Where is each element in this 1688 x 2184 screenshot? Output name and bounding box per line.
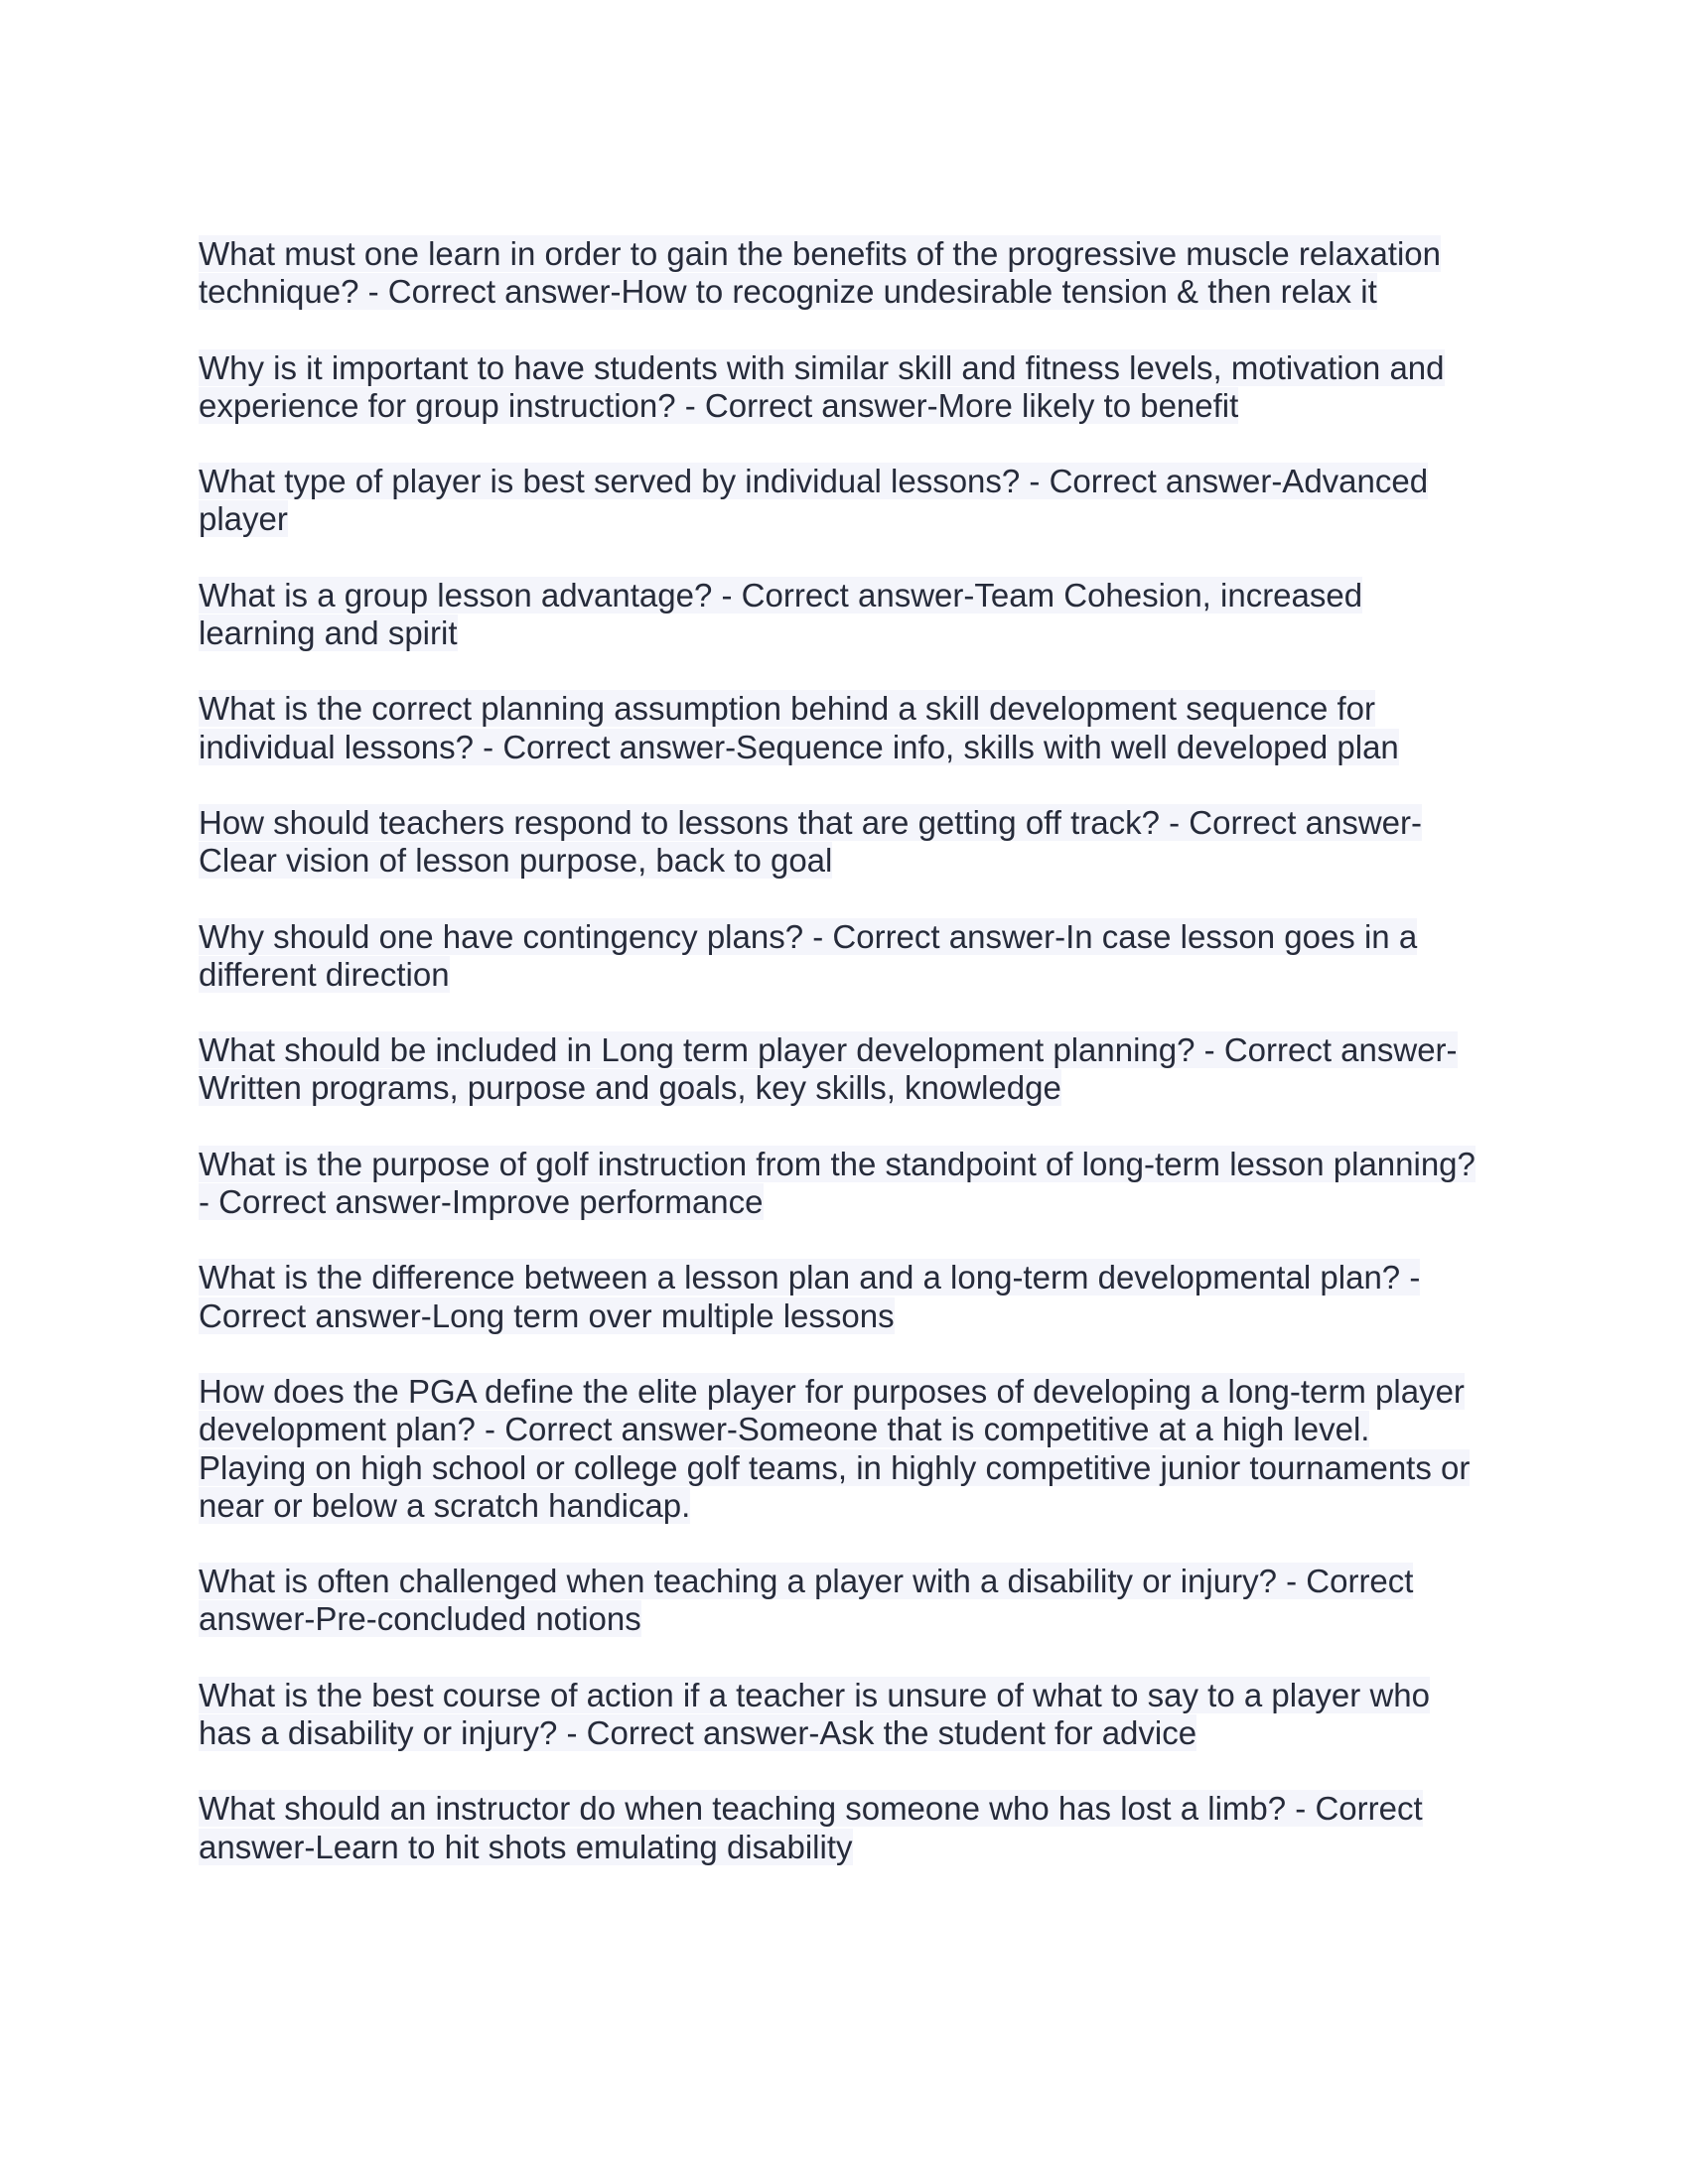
- qa-text-line: Playing on high school or college golf teams, in highly competitive junior tournaments or: [199, 1448, 1471, 1486]
- qa-item: [199, 804, 1499, 881]
- qa-item: [199, 1677, 1499, 1753]
- qa-item: [199, 349, 1499, 426]
- qa-item: [199, 235, 1499, 312]
- qa-text-line: What is often challenged when teaching a player with a disability or injury? - Correct: [199, 1563, 1414, 1600]
- qa-item: [199, 1790, 1499, 1866]
- qa-item: [199, 1259, 1499, 1335]
- qa-text-line: What should be included in Long term player development planning? - Correct answer-: [199, 1031, 1458, 1069]
- qa-text-line: Why is it important to have students with similar skill and fitness levels, motivation and: [199, 348, 1445, 386]
- qa-text-line: development plan? - Correct answer-Someone that is competitive at a high level.: [199, 1411, 1370, 1448]
- qa-text-line: What should an instructor do when teaching someone who has lost a limb? - Correct: [199, 1790, 1423, 1828]
- qa-text-line: Correct answer-Long term over multiple lessons: [199, 1297, 895, 1334]
- qa-text-line: What is a group lesson advantage? - Correct answer-Team Cohesion, increased: [199, 576, 1363, 614]
- qa-text-line: near or below a scratch handicap.: [199, 1486, 691, 1524]
- qa-text-line: technique? - Correct answer-How to recognize undesirable tension & then relax it: [199, 273, 1377, 311]
- qa-text-line: What is the correct planning assumption behind a skill development sequence for: [199, 690, 1376, 728]
- qa-list: [199, 235, 1499, 1904]
- qa-item: [199, 1563, 1499, 1639]
- qa-item: [199, 1373, 1499, 1525]
- qa-item: [199, 463, 1499, 539]
- qa-text-line: How does the PGA define the elite player for purposes of developing a long-term player: [199, 1372, 1465, 1410]
- qa-item: [199, 1031, 1499, 1108]
- qa-text-line: Clear vision of lesson purpose, back to goal: [199, 842, 833, 880]
- qa-item: [199, 1146, 1499, 1222]
- qa-item: [199, 690, 1499, 766]
- qa-text-line: What is the difference between a lesson plan and a long-term developmental plan? -: [199, 1259, 1421, 1297]
- qa-text-line: - Correct answer-Improve performance: [199, 1183, 764, 1221]
- qa-item: [199, 577, 1499, 653]
- qa-text-line: different direction: [199, 955, 450, 993]
- qa-text-line: individual lessons? - Correct answer-Sequence info, skills with well developed plan: [199, 728, 1399, 765]
- qa-text-line: answer-Learn to hit shots emulating disability: [199, 1828, 853, 1865]
- qa-item: [199, 918, 1499, 995]
- qa-text-line: How should teachers respond to lessons that are getting off track? - Correct answer-: [199, 803, 1423, 841]
- qa-text-line: learning and spirit: [199, 614, 458, 652]
- qa-text-line: What type of player is best served by individual lessons? - Correct answer-Advanced: [199, 463, 1429, 500]
- qa-text-line: player: [199, 500, 288, 538]
- qa-text-line: What must one learn in order to gain the benefits of the progressive muscle relaxation: [199, 235, 1442, 272]
- qa-text-line: answer-Pre-concluded notions: [199, 1600, 641, 1638]
- qa-text-line: experience for group instruction? - Correct answer-More likely to benefit: [199, 386, 1239, 424]
- qa-text-line: What is the purpose of golf instruction from the standpoint of long-term lesson planning?: [199, 1145, 1476, 1182]
- qa-text-line: Why should one have contingency plans? - Correct answer-In case lesson goes in a: [199, 917, 1418, 955]
- qa-text-line: Written programs, purpose and goals, key skills, knowledge: [199, 1069, 1061, 1107]
- qa-text-line: has a disability or injury? - Correct answer-Ask the student for advice: [199, 1714, 1197, 1752]
- qa-text-line: What is the best course of action if a teacher is unsure of what to say to a player who: [199, 1676, 1430, 1713]
